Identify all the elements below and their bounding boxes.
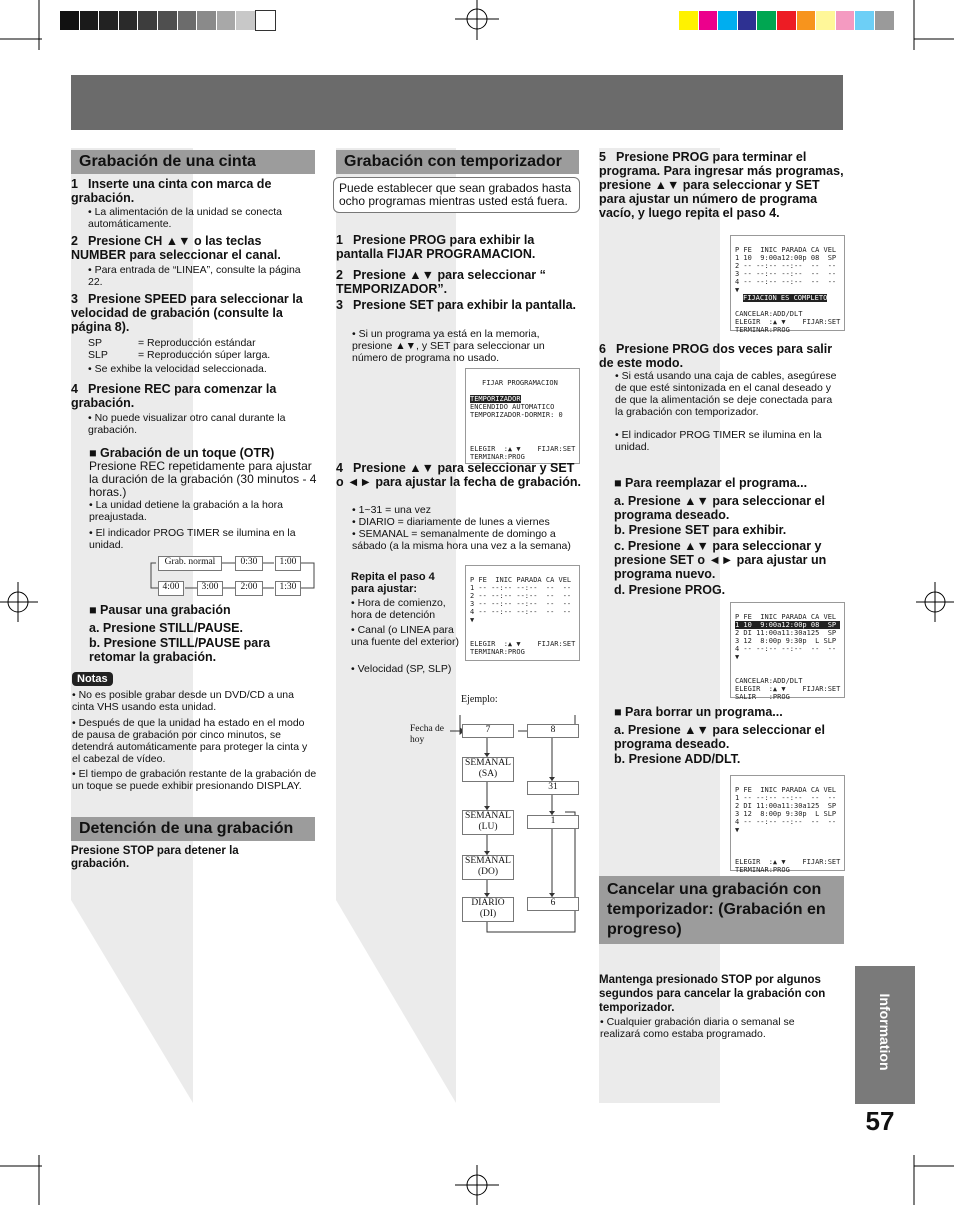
otr-title-text: Grabación de un toque (OTR)	[100, 446, 275, 460]
scr1-line-2: ENCENDIDO AUTOMATICO	[470, 403, 555, 411]
scr3-row-2: 2 -- --:-- --:-- -- --	[735, 262, 837, 270]
scr3-row-1: 1 10 9:00a12:00p 08 SP	[735, 254, 837, 262]
c2-step-2-text: Presione ▲▼ para seleccionar “ TEMPORIZADOR”.	[336, 268, 546, 296]
repeat-title: Repita el paso 4 para ajustar:	[351, 571, 435, 595]
scr2-down-arrow-icon: ▼	[470, 616, 475, 624]
scr5-header: P FE INIC PARADA CA VEL	[735, 786, 837, 794]
scr4-footer-2: SALIR :PROG	[735, 693, 790, 701]
c1-step-2: 2 Presione CH ▲▼ o las teclas NUMBER para seleccionar el canal.	[71, 234, 281, 262]
c1-step-1-text: Inserte una cinta con marca de grabación.	[71, 177, 272, 205]
replace-a: a. Presione ▲▼ para seleccionar el programa deseado.	[614, 494, 825, 522]
c2-step-1-text: Presione PROG para exhibir la pantalla FIJAR PROGRAMACION.	[336, 233, 536, 261]
c1-step-4-bullet: • No puede visualizar otro canal durante la grabación.	[88, 412, 286, 436]
scr3-footer-2: TERMINAR:PROG	[735, 326, 790, 334]
repeat-bullet-2: • Canal (o LINEA para una fuente del exterior)	[351, 624, 459, 648]
cancel-bullet-text: Cualquier grabación diaria o semanal se realizará como estaba programado.	[600, 1016, 795, 1040]
flow-left-semanal-sa: SEMANAL (SA)	[462, 757, 514, 782]
scr5-row-3: 3 12 8:00p 9:30p L SLP	[735, 810, 837, 818]
stop-text: Presione STOP para detener la grabación.	[71, 845, 239, 870]
otr-box-normal: Grab. normal	[158, 556, 222, 571]
delete-title	[614, 705, 844, 719]
c1-step-4-text: Presione REC para comenzar la grabación.	[71, 382, 277, 410]
fecha-hoy-label: Fecha de hoy	[410, 724, 445, 745]
scr2-row-2: 2 -- --:-- --:-- -- --	[470, 592, 572, 600]
scr3-footer-0: CANCELAR:ADD/DLT	[735, 310, 803, 318]
scr1-line-3: TEMPORIZADOR-DORMIR: 0	[470, 411, 563, 419]
timer-intro-box: Puede establecer que sean grabados hasta ocho programas mientras usted está fuera.	[333, 177, 580, 213]
repeat-bullet-1: • Hora de comienzo, hora de detención	[351, 597, 446, 621]
c2-step-4-bullet-3-text: SEMANAL = semanalmente de domingo a sábado (a la misma hora una vez a la semana)	[352, 528, 571, 552]
c1-step-4-bullet-text: No puede visualizar otro canal durante la grabación.	[88, 412, 286, 436]
c1-step-1-bullet: • La alimentación de la unidad se conecta automáticamente.	[88, 206, 282, 230]
c1-step-3-text: Presione SPEED para seleccionar la velocidad de grabación (consulte la página 8).	[71, 292, 303, 334]
c2-step-3: 3 Presione SET para exhibir la pantalla.	[336, 298, 576, 312]
flow-right-1: 1	[527, 815, 579, 829]
delete-a: a. Presione ▲▼ para seleccionar el programa deseado.	[614, 723, 825, 751]
otr-box-2-00: 2:00	[235, 581, 263, 596]
scr1-footer-1: ELEGIR :▲ ▼ FIJAR:SET	[470, 445, 576, 453]
otr-box-4-00: 4:00	[158, 581, 184, 596]
screen-fijar-programacion	[465, 368, 580, 464]
flow-left-semanal-lu: SEMANAL (LU)	[462, 810, 514, 835]
c3-step-5-text: Presione PROG para terminar el programa. Para ingresar más programas, presione ▲▼ para seleccionar y SET para ajustar un número de programa vacío, y luego repita el paso 4.	[599, 150, 844, 220]
scr4-footer-0: CANCELAR:ADD/DLT	[735, 677, 803, 685]
c1-step-2-text: Presione CH ▲▼ o las teclas NUMBER para seleccionar el canal.	[71, 234, 281, 262]
c2-step-4-bullet-3: • SEMANAL = semanalmente de domingo a sábado (a la misma hora una vez a la semana)	[352, 528, 571, 552]
otr-box-1-00: 1:00	[275, 556, 301, 571]
speed-slp-label: SLP	[88, 349, 108, 361]
flow-left-7: 7	[462, 724, 514, 738]
c2-step-4-bullet-1-text: 1~31 = una vez	[358, 504, 431, 516]
c3-step-6-bullet-2-text: El indicador PROG TIMER se ilumina en la unidad.	[615, 429, 822, 453]
repeat-bullet-3-text: Velocidad (SP, SLP)	[357, 663, 452, 675]
delete-b: b. Presione ADD/DLT.	[614, 752, 741, 766]
scr3-highlight: FIJACION ES COMPLETO	[743, 294, 828, 302]
c2-step-4-text: Presione ▲▼ para seleccionar y SET o ◄► para ajustar la fecha de grabación.	[336, 461, 581, 489]
section-title-stop-recording: Detención de una grabación	[71, 817, 315, 841]
scr1-title: FIJAR PROGRAMACION	[482, 379, 558, 387]
square-bullet-icon: ■	[89, 446, 101, 460]
c3-step-6-text: Presione PROG dos veces para salir de este modo.	[599, 342, 833, 370]
c3-step-6-bullet-1: • Si está usando una caja de cables, asegúrese de que esté sintonizada en el canal deseado y de que la alimentación se deje conectada para la grabación con temporizador.	[615, 370, 837, 418]
c1-speed-sp	[88, 337, 256, 349]
c2-step-4-bullet-2: • DIARIO = diariamente de lunes a viernes	[352, 516, 550, 528]
note-2: • Después de que la unidad ha estado en el modo de pausa de grabación por cinco minutos, se detendrá automáticamente para proteger la cinta y el cabezal de vídeo.	[72, 717, 308, 765]
section-title-record-tape: Grabación de una cinta	[71, 150, 315, 174]
c2-step-4-bullet-2-text: DIARIO = diariamente de lunes a viernes	[358, 516, 550, 528]
notes-badge: Notas	[72, 672, 113, 686]
scr4-down-arrow-icon: ▼	[735, 653, 740, 661]
c1-step-3: 3 Presione SPEED para seleccionar la velocidad de grabación (consulte la página 8).	[71, 292, 303, 334]
example-label: Ejemplo:	[461, 694, 498, 705]
speed-sp-label: SP	[88, 337, 103, 349]
c2-step-3-bullet-text: Si un programa ya está en la memoria, presione ▲▼, y SET para seleccionar un número de programa no usado.	[352, 328, 545, 364]
pause-a: a. Presione STILL/PAUSE.	[89, 621, 243, 635]
speed-slp-desc: = Reproducción súper larga.	[138, 349, 271, 361]
scr2-footer-2: TERMINAR:PROG	[470, 648, 525, 656]
c3-step-6: 6 Presione PROG dos veces para salir de este modo.	[599, 342, 833, 370]
speed-sp-desc: = Reproducción estándar	[138, 337, 256, 349]
square-bullet-icon: ■	[614, 476, 626, 490]
c2-step-3-bullet: • Si un programa ya está en la memoria, presione ▲▼, y SET para seleccionar un número de programa no usado.	[352, 328, 545, 364]
c1-step-2-bullet: • Para entrada de “LINEA”, consulte la página 22.	[88, 264, 301, 288]
otr-bullet-2: • El indicador PROG TIMER se ilumina en la unidad.	[89, 527, 296, 551]
cancel-text: Mantenga presionado STOP por algunos segundos para cancelar la grabación con temporizador.	[599, 974, 826, 1014]
replace-b: b. Presione SET para exhibir.	[614, 523, 787, 537]
scr3-footer-1: ELEGIR :▲ ▼ FIJAR:SET	[735, 318, 841, 326]
scr2-row-3: 3 -- --:-- --:-- -- --	[470, 600, 572, 608]
otr-bullet-2-text: El indicador PROG TIMER se ilumina en la unidad.	[89, 527, 296, 551]
section-title-cancel-timer: Cancelar una grabación con temporizador: (Grabación en progreso)	[599, 876, 844, 944]
flow-left-diario-di: DIARIO (DI)	[462, 897, 514, 922]
section-title-timer-recording: Grabación con temporizador	[336, 150, 579, 174]
scr5-footer-1: ELEGIR :▲ ▼ FIJAR:SET	[735, 858, 841, 866]
scr4-row-1: 1 10 9:00a12:00p 08 SP	[735, 621, 840, 629]
flow-right-31: 31	[527, 781, 579, 795]
pause-b: b. Presione STILL/PAUSE para retomar la grabación.	[89, 636, 271, 664]
flow-right-8: 8	[527, 724, 579, 738]
c3-step-5: 5 Presione PROG para terminar el programa. Para ingresar más programas, presione ▲▼ para seleccionar y SET para ajustar un número de programa vacío, y luego repita el paso 4.	[599, 150, 844, 220]
otr-box-1-30: 1:30	[275, 581, 301, 596]
note-1-text: No es posible grabar desde un DVD/CD a una cinta VHS usando esta unidad.	[72, 689, 294, 713]
replace-title	[614, 476, 844, 490]
flow-left-semanal-do: SEMANAL (DO)	[462, 855, 514, 880]
side-tab-label: Information	[877, 993, 893, 1071]
scr2-row-4: 4 -- --:-- --:-- -- --	[470, 608, 572, 616]
scr5-row-4: 4 -- --:-- --:-- -- --	[735, 818, 837, 826]
otr-box-0-30: 0:30	[235, 556, 263, 571]
pause-title-text: Pausar una grabación	[100, 603, 231, 617]
otr-bullet-1-text: La unidad detiene la grabación a la hora preajustada.	[89, 499, 283, 523]
otr-box-3-00: 3:00	[197, 581, 223, 596]
scr4-header: P FE INIC PARADA CA VEL	[735, 613, 837, 621]
otr-text: Presione REC repetidamente para ajustar la duración de la grabación (30 minutos - 4 horas.)	[89, 459, 317, 499]
scr3-down-arrow-icon: ▼	[735, 286, 740, 294]
repeat-bullet-1-text: Hora de comienzo, hora de detención	[351, 597, 446, 621]
c3-step-6-bullet-1-text: Si está usando una caja de cables, asegúrese de que esté sintonizada en el canal deseado y de que la alimentación se deje conectada para la grabación con temporizador.	[615, 370, 837, 418]
scr1-highlight: TEMPORIZADOR	[470, 395, 521, 403]
note-3-text: El tiempo de grabación restante de la grabación de un toque se puede exhibir presionando DISPLAY.	[72, 768, 317, 792]
scr3-row-3: 3 -- --:-- --:-- -- --	[735, 270, 837, 278]
c2-step-1: 1 Presione PROG para exhibir la pantalla FIJAR PROGRAMACION.	[336, 233, 536, 261]
c3-step-6-bullet-2: • El indicador PROG TIMER se ilumina en la unidad.	[615, 429, 822, 453]
scr4-footer-1: ELEGIR :▲ ▼ FIJAR:SET	[735, 685, 841, 693]
flow-right-6: 6	[527, 897, 579, 911]
c2-step-2: 2 Presione ▲▼ para seleccionar “ TEMPORIZADOR”.	[336, 268, 546, 296]
c1-step-1: 1 Inserte una cinta con marca de grabación.	[71, 177, 272, 205]
scr5-footer-2: TERMINAR:PROG	[735, 866, 790, 874]
c1-step-4: 4 Presione REC para comenzar la grabación.	[71, 382, 277, 410]
note-2-text: Después de que la unidad ha estado en el modo de pausa de grabación por cinco minutos, se detendrá automáticamente para proteger la cinta y el cabezal de vídeo.	[72, 717, 308, 765]
otr-bullet-1: • La unidad detiene la grabación a la hora preajustada.	[89, 499, 283, 523]
screen-program-list-empty	[465, 565, 580, 661]
c2-step-4-bullet-1: • 1~31 = una vez	[352, 504, 431, 516]
c2-step-4: 4 Presione ▲▼ para seleccionar y SET o ◄► para ajustar la fecha de grabación.	[336, 461, 581, 489]
replace-c: c. Presione ▲▼ para seleccionar y presione SET o ◄► para ajustar un programa nuevo.	[614, 539, 827, 581]
scr4-row-2: 2 DI 11:00a11:30a125 SP	[735, 629, 837, 637]
screen-program-list-delete	[730, 775, 845, 874]
note-1: • No es posible grabar desde un DVD/CD a una cinta VHS usando esta unidad.	[72, 689, 294, 713]
scr2-header: P FE INIC PARADA CA VEL	[470, 576, 572, 584]
c1-step-3-bullet: • Se exhibe la velocidad seleccionada.	[88, 363, 267, 375]
square-bullet-icon: ■	[614, 705, 626, 719]
pause-title	[89, 603, 319, 617]
repeat-bullet-3: • Velocidad (SP, SLP)	[351, 663, 452, 675]
scr3-header: P FE INIC PARADA CA VEL	[735, 246, 837, 254]
replace-title-text: Para reemplazar el programa...	[625, 476, 808, 490]
delete-title-text: Para borrar un programa...	[625, 705, 783, 719]
scr5-down-arrow-icon: ▼	[735, 826, 740, 834]
otr-title	[89, 446, 319, 460]
c1-step-1-bullet-text: La alimentación de la unidad se conecta automáticamente.	[88, 206, 282, 230]
c1-step-3-bullet-text: Se exhibe la velocidad seleccionada.	[94, 363, 267, 375]
cancel-bullet: • Cualquier grabación diaria o semanal se realizará como estaba programado.	[600, 1016, 795, 1040]
scr2-row-1: 1 -- --:-- --:-- -- --	[470, 584, 572, 592]
replace-d: d. Presione PROG.	[614, 583, 726, 597]
c2-step-3-text: Presione SET para exhibir la pantalla.	[353, 298, 576, 312]
screen-program-set-complete	[730, 235, 845, 334]
scr5-row-2: 2 DI 11:00a11:30a125 SP	[735, 802, 837, 810]
scr5-row-1: 1 -- --:-- --:-- -- --	[735, 794, 837, 802]
screen-program-list-replace	[730, 602, 845, 701]
square-bullet-icon: ■	[89, 603, 101, 617]
scr4-row-4: 4 -- --:-- --:-- -- --	[735, 645, 837, 653]
scr2-footer-1: ELEGIR :▲ ▼ FIJAR:SET	[470, 640, 576, 648]
page-number: 57	[865, 1106, 895, 1136]
c1-speed-slp	[88, 349, 270, 361]
repeat-bullet-2-text: Canal (o LINEA para una fuente del exterior)	[351, 624, 459, 648]
c1-step-2-bullet-text: Para entrada de “LINEA”, consulte la página 22.	[88, 264, 301, 288]
note-3: • El tiempo de grabación restante de la grabación de un toque se puede exhibir presionando DISPLAY.	[72, 768, 317, 792]
scr3-row-4: 4 -- --:-- --:-- -- --	[735, 278, 837, 286]
scr4-row-3: 3 12 8:00p 9:30p L SLP	[735, 637, 837, 645]
scr1-footer-2: TERMINAR:PROG	[470, 453, 525, 461]
